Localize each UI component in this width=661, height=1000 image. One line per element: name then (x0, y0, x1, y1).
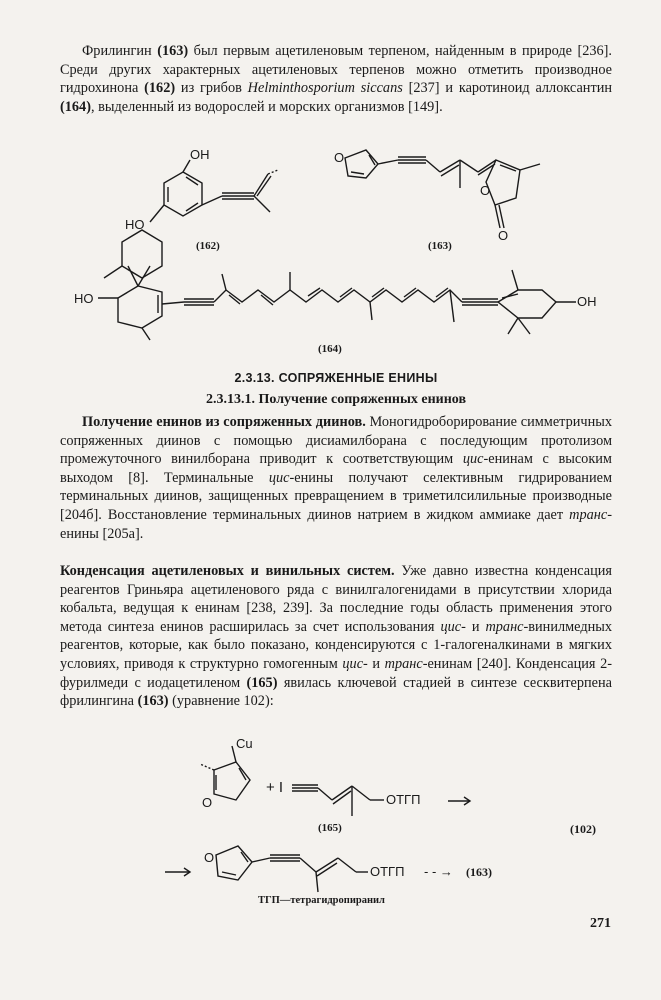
furan-oxygen-reagent: O (202, 795, 213, 810)
subsection-heading: 2.3.13.1. Получение сопряженных енинов (205, 392, 467, 407)
lactone-oxygen-163: O (480, 183, 491, 198)
compound-label-165: (165) (318, 822, 342, 834)
dashed-arrow: - - → (424, 864, 453, 879)
plus-iodine: + I (266, 779, 284, 796)
otgp-label-reagent: OТГП (386, 792, 421, 807)
furan-ring-reagent (214, 762, 250, 800)
copper-label: Cu (236, 736, 253, 751)
otgp-label-product: OТГП (370, 864, 405, 879)
paragraph-intro: Фрилингин (163) был первым ацетиленовым терпеном, найденным в природе [236]. Среди других характерных ацетиленовых терпенов можно отметить производное гидрохинона (162) из грибов Helminthosporium siccans [237] и каротиноид аллоксантин (164), выделенный из водорослей и морских организмов [149]. (60, 43, 612, 115)
carbonyl-oxygen-163: O (498, 228, 509, 243)
furan-oxygen-163: O (334, 150, 345, 165)
equation-number: (102) (570, 822, 596, 836)
section-heading: 2.3.13. СОПРЯЖЕННЫЕ ЕНИНЫ (234, 371, 438, 385)
oh-label-164: OH (577, 294, 597, 309)
ho-label-164: HO (74, 291, 94, 306)
paragraph-condensation: Конденсация ацетиленовых и винильных систем. Уже давно известна конденсация реагентов Гриньяра ацетиленового ряда с винилгалогенидами в присутствии хлорида кобальта, ведущая к енинам [238, 239]. За последние годы область применения этого метода синтеза енинов расширилась за счет использования цис- и транс-винилмедных реагентов, которые, как было показано, конденсируются с 1-галогеналкинами в мягких условиях, приводя к структурно гомогенным цис- и транс-енинам [240]. Конденсация 2-фурилмеди с иодацетиленом (165) явилась ключевой стадией в синтезе сесквитерпена фрилингина (163) (уравнение 102): (60, 563, 613, 710)
paragraph-enynes-from-diynes: Получение енинов из сопряженных диинов. Моногидроборирование симметричных сопряженных диинов с помощью дисиамилборана с последующим протолизом промежуточного винилборана приводит к соответствующим цис-енинам с высоким выходом [8]. Терминальные цис-енины получают селективным гидрированием терминальных диинов, защищенных превращением в триметилсилильные производные [204б]. Восстановление терминальных диинов натрием в жидком аммиаке дает транс-енины [205а]. (60, 414, 613, 542)
ho-label-162: HO (125, 217, 145, 232)
compound-label-163: (163) (428, 240, 452, 252)
footnote-tgp: ТГП—тетрагидропиранил (258, 895, 385, 906)
furan-oxygen-product: O (204, 850, 215, 865)
compound-label-164: (164) (318, 343, 342, 355)
page-number: 271 (590, 916, 611, 931)
oh-label-162: OH (190, 147, 210, 162)
product-label-163: (163) (466, 865, 492, 879)
compound-label-162: (162) (196, 240, 220, 252)
